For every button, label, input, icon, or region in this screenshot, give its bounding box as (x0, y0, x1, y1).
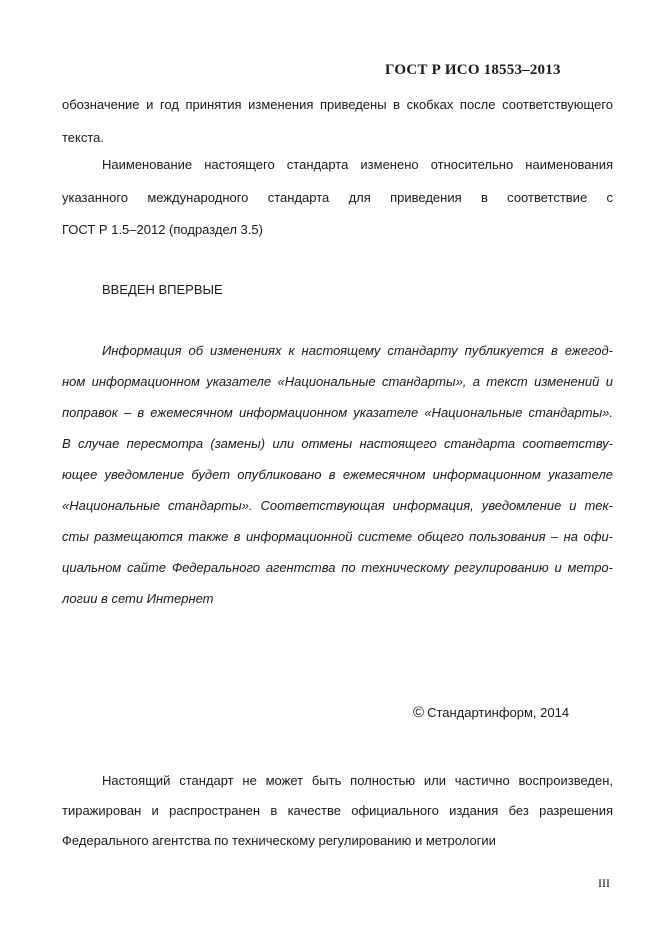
text-line: обозначение и год принятия изменения приведены в скобках после соответствующего (62, 97, 613, 112)
text-line: В случае пересмотра (замены) или отмены настоящего стандарта соответству- (62, 436, 613, 451)
text-line: Настоящий стандарт не может быть полностью или частично воспроизведен, (102, 773, 613, 788)
copyright-text: Стандартинформ, 2014 (427, 705, 570, 720)
text-line: «Национальные стандарты». Соответствующая информация, уведомление и тек- (62, 498, 613, 513)
text-line: текста. (62, 130, 105, 145)
standard-header: ГОСТ Р ИСО 18553–2013 (385, 62, 561, 78)
text-line: логии в сети Интернет (62, 591, 214, 606)
text-line: Наименование настоящего стандарта изменено относительно наименования (102, 157, 613, 172)
text-line: Федерального агентства по техническому регулированию и метрологии (62, 833, 496, 848)
copyright-icon: © (413, 704, 425, 721)
text-line: указанного международного стандарта для приведения в соответствие с (62, 190, 613, 205)
text-line: ном информационном указателе «Национальные стандарты», а текст изменений и (62, 374, 613, 389)
text-line: тиражирован и распространен в качестве официального издания без разрешения (62, 803, 613, 818)
text-line: ГОСТ Р 1.5–2012 (подраздел 3.5) (62, 222, 263, 237)
text-line: поправок – в ежемесячном информационном указателе «Национальные стандарты». (62, 405, 613, 420)
text-line: ющее уведомление будет опубликовано в ежемесячном информационном указателе (62, 467, 613, 482)
text-line: циальном сайте Федерального агентства по техническому регулированию и метро- (62, 560, 613, 575)
introduced-label: ВВЕДЕН ВПЕРВЫЕ (102, 282, 223, 297)
text-line: сты размещаются также в информационной системе общего пользования – на офи- (62, 529, 613, 544)
copyright-notice (413, 704, 569, 721)
text-line: Информация об изменениях к настоящему стандарту публикуется в ежегод- (102, 343, 613, 358)
page-number: III (598, 876, 610, 890)
